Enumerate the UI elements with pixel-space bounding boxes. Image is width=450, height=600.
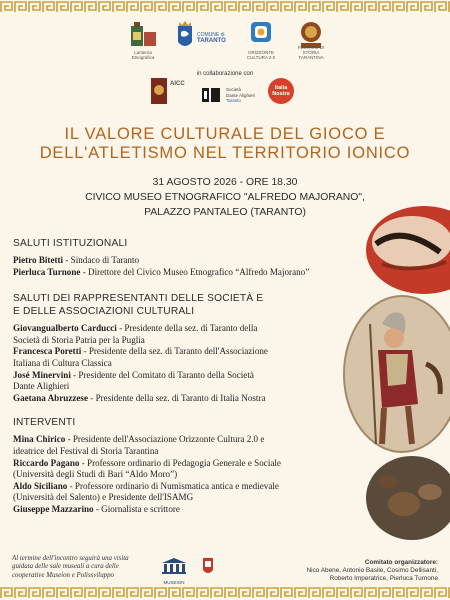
speaker-role: - Direttore del Civico Museo Etnografico “Alfredo Majorano” bbox=[80, 266, 310, 277]
speaker-role: - Presidente del Comitato di Taranto della Società bbox=[70, 369, 254, 380]
soc-row bbox=[13, 346, 353, 358]
comune-taranto-logo bbox=[175, 20, 235, 58]
speaker-name: Pietro Bitetti bbox=[13, 255, 64, 265]
museion-label: MUSEION bbox=[163, 580, 185, 585]
dante-label-3: Taranto bbox=[226, 98, 242, 103]
saluti-row bbox=[13, 255, 353, 267]
comune-label-line2: TARANTO bbox=[197, 38, 226, 44]
committee-line1: Nico Abene, Antonio Basile, Cosimo Dellisanti, bbox=[306, 567, 438, 574]
soc-row bbox=[13, 393, 353, 405]
speaker-role: - Giornalista e scrittore bbox=[93, 503, 180, 514]
dante-logo-icon bbox=[202, 88, 222, 102]
footer-note bbox=[12, 555, 157, 580]
amphora-image bbox=[362, 204, 450, 294]
soc-row-cont: Dante Alighieri bbox=[13, 381, 70, 392]
lantern-icon bbox=[127, 20, 159, 50]
speaker-role: - Presidente dell'Associazione Orizzonte Cultura 2.0 e bbox=[65, 434, 265, 445]
museion-logo bbox=[160, 557, 188, 583]
gladiator-painting-image bbox=[342, 294, 450, 454]
comune-label-line1: COMUNE di bbox=[197, 32, 225, 38]
italia-nostra-label bbox=[268, 85, 294, 97]
italia-nostra-2: Nostra bbox=[272, 91, 290, 97]
soc-title-1: SALUTI DEI RAPPRESENTANTI DELLE SOCIETÀ E bbox=[13, 293, 264, 305]
orizzonte-icon bbox=[249, 20, 273, 48]
museum-columns-icon bbox=[160, 557, 188, 575]
interventi-row-cont: ideatrice del Festival di Storia Tarantina bbox=[13, 445, 159, 456]
speaker-name: José Minervini bbox=[13, 369, 71, 380]
title-line1: IL VALORE CULTURALE DEL GIOCO E bbox=[64, 125, 386, 143]
aicc-emblem-icon bbox=[151, 78, 167, 104]
speaker-role: - Presidente della sez. di Taranto di Italia Nostra bbox=[88, 392, 266, 403]
orizzonte-cultura-logo bbox=[243, 20, 279, 58]
event-title bbox=[0, 125, 450, 163]
dante-label-2: Dante Alighieri bbox=[226, 92, 256, 98]
aicc-label: AICC bbox=[170, 81, 185, 87]
speaker-name: Francesca Poretti bbox=[13, 346, 82, 357]
program-content bbox=[13, 237, 353, 516]
speaker-name: Riccardo Pagano bbox=[13, 457, 80, 468]
venue-line2: PALAZZO PANTALEO (TARANTO) bbox=[144, 207, 306, 218]
partner-logos bbox=[0, 78, 450, 112]
organizing-committee bbox=[258, 559, 438, 583]
lanterna-logo bbox=[127, 20, 159, 58]
soc-title-2: E DELLE ASSOCIAZIONI CULTURALI bbox=[13, 306, 195, 318]
committee-title: Comitato organizzatore: bbox=[364, 559, 438, 566]
dante-label bbox=[226, 87, 255, 104]
title-line2: DELL'ATLETISMO NEL TERRITORIO IONICO bbox=[39, 144, 411, 162]
speaker-role: - Presidente della sez. di Taranto dell'Associazione bbox=[81, 346, 268, 357]
soc-row-cont: Società di Storia Patria per la Puglia bbox=[13, 334, 145, 345]
soc-row bbox=[13, 370, 353, 382]
polissviluppo-logo-icon bbox=[200, 556, 216, 578]
interventi-row bbox=[13, 434, 353, 446]
lanterna-label: Lanterna Etnografica bbox=[131, 50, 155, 60]
dante-label-1: Società bbox=[226, 87, 242, 92]
speaker-name: Giuseppe Mazzarino bbox=[13, 503, 94, 514]
speaker-name: Aldo Siciliano bbox=[13, 480, 68, 491]
footer-note-line2: guidata delle sale museali a cura delle bbox=[12, 563, 119, 571]
interventi-row-cont: (Università del Salento) e Presidente dell'ISAMG bbox=[13, 492, 194, 503]
speaker-name: Mina Chirico bbox=[13, 434, 66, 445]
interventi-row bbox=[13, 504, 353, 516]
ancient-vessels-image bbox=[360, 452, 450, 542]
interventi-row-cont: (Università degli Studi di Bari “Aldo Moro”) bbox=[13, 469, 178, 480]
speaker-name: Gaetana Abruzzese bbox=[13, 392, 89, 403]
greek-key-border-top bbox=[0, 0, 450, 14]
festival-label: FESTIVAL DI STORIA TARANTINA bbox=[297, 45, 325, 60]
footer-note-line1: Al termine dell'incontro seguirà una visita bbox=[12, 555, 129, 562]
interventi-row bbox=[13, 458, 353, 470]
footer-note-line3: cooperative Museion e Polissviluppo bbox=[12, 571, 114, 579]
committee-line2: Roberto Imperatrice, Pierluca Turnone bbox=[329, 575, 438, 582]
speaker-role: - Professore ordinario di Pedagogia Generale e Sociale bbox=[79, 457, 281, 468]
interventi-row bbox=[13, 481, 353, 493]
comune-label bbox=[197, 32, 226, 44]
speaker-name: Giovangualberto Carducci bbox=[13, 323, 117, 334]
festival-storia-logo bbox=[296, 20, 326, 58]
orizzonte-label: ORIZZONTE CULTURA 2.0 bbox=[246, 50, 276, 60]
speaker-role: - Sindaco di Taranto bbox=[63, 255, 140, 265]
event-date: 31 AGOSTO 2026 - ORE 18.30 bbox=[152, 177, 298, 188]
collab-text: in collaborazione con bbox=[196, 71, 254, 77]
italia-nostra-1: Italia bbox=[274, 85, 288, 91]
speaker-role: - Presidente della sez. di Taranto della bbox=[116, 323, 258, 334]
speaker-role: - Professore ordinario di Numismatica antica e medievale bbox=[67, 480, 279, 491]
interventi-title: INTERVENTI bbox=[13, 417, 76, 429]
greek-key-border-bottom bbox=[0, 586, 450, 600]
speaker-name: Pierluca Turnone bbox=[13, 266, 81, 277]
sponsor-logos bbox=[0, 20, 450, 60]
coat-of-arms-icon bbox=[175, 20, 195, 54]
venue-line1: CIVICO MUSEO ETNOGRAFICO "ALFREDO MAJORANO", bbox=[85, 192, 365, 203]
saluti-title: SALUTI ISTITUZIONALI bbox=[13, 238, 128, 249]
italia-nostra-logo bbox=[268, 78, 294, 104]
saluti-row bbox=[13, 267, 353, 279]
soc-row-cont: Italiana di Cultura Classica bbox=[13, 357, 112, 368]
soc-row bbox=[13, 323, 353, 335]
